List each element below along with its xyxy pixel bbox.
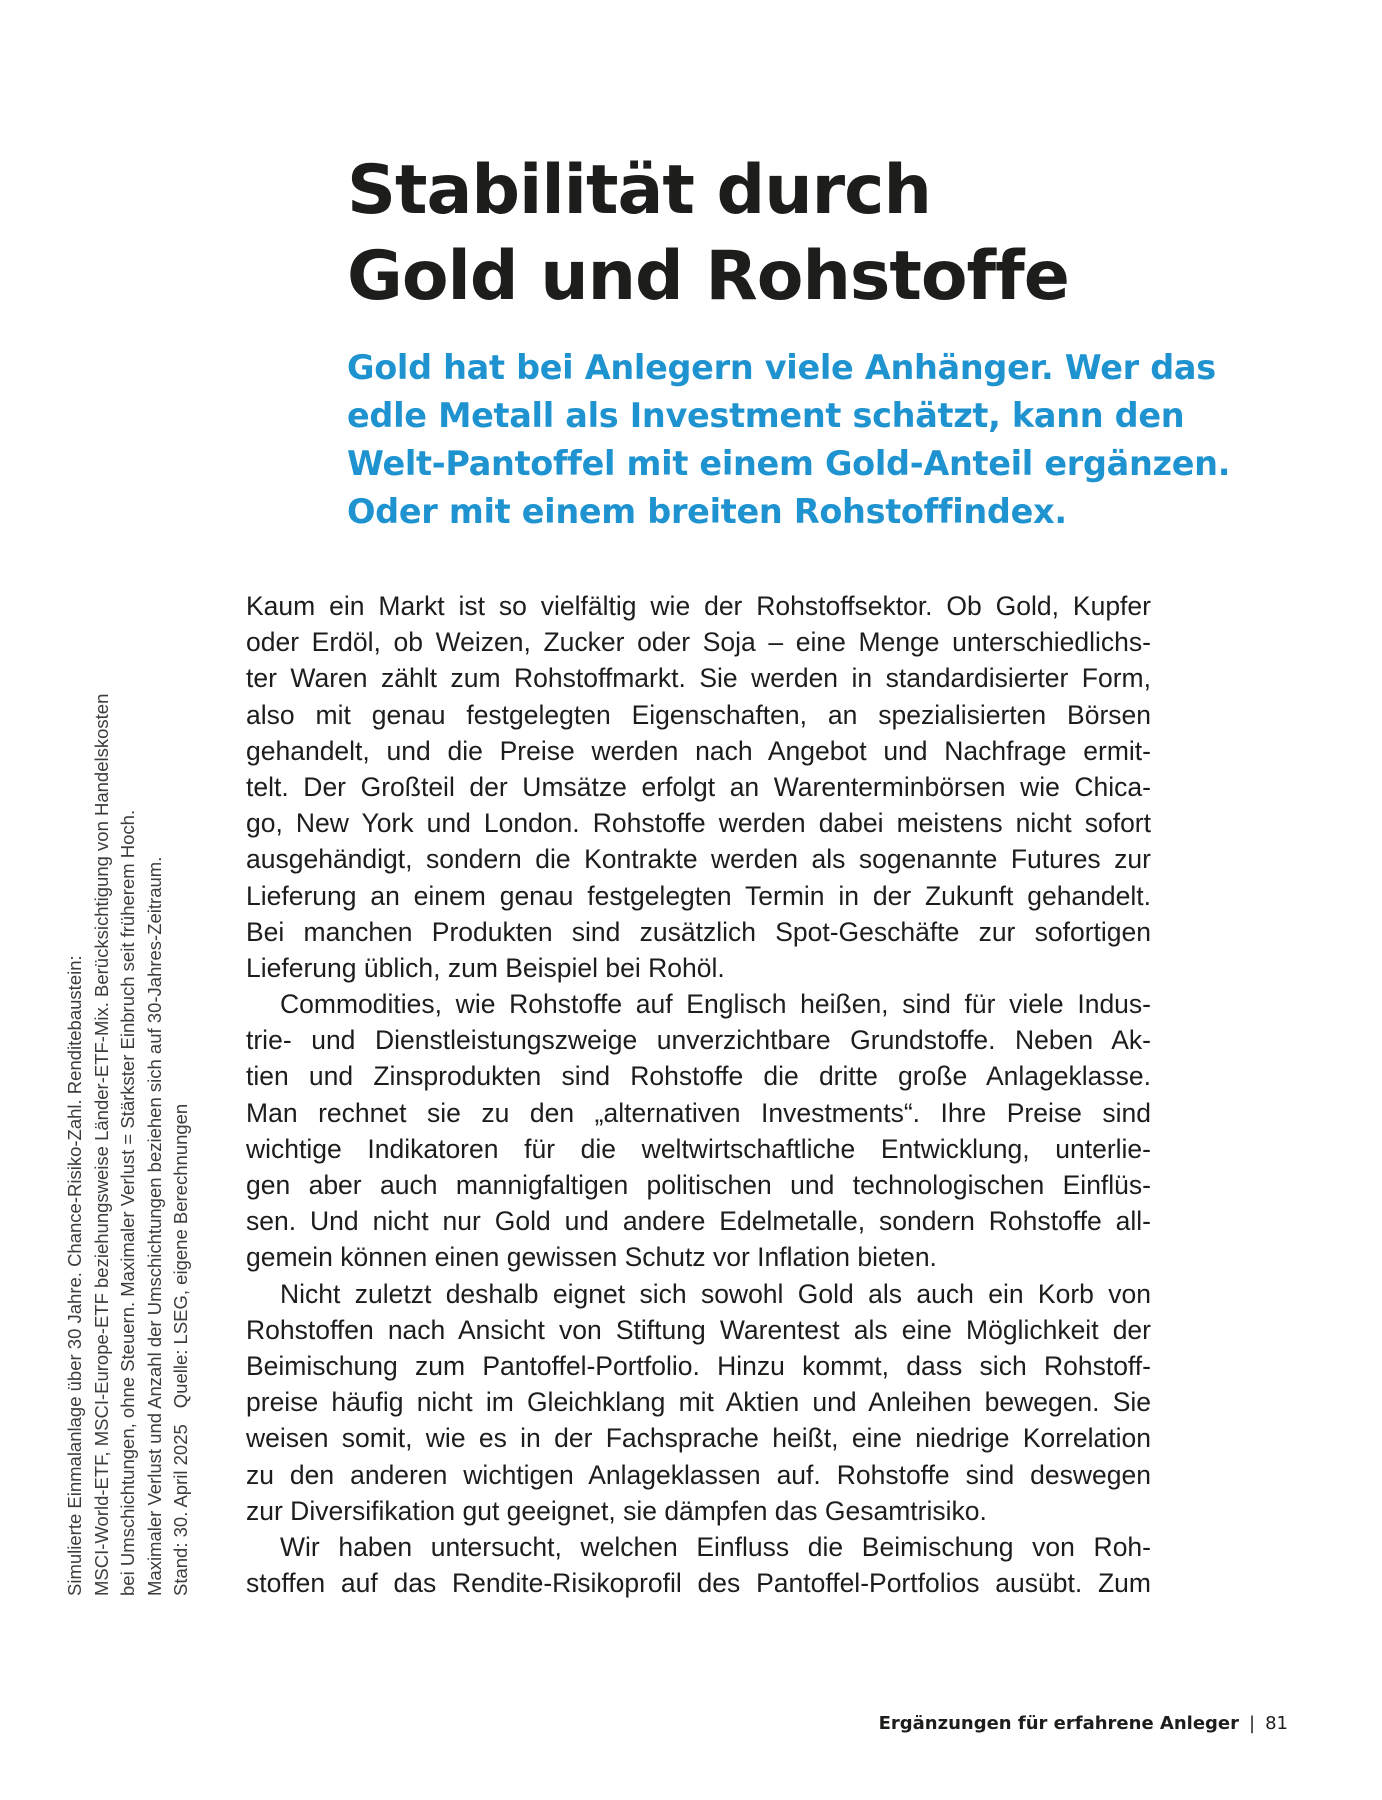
footnote-line: MSCI-World-ETF, MSCI-Europe-ETF beziehungsweise Länder-ETF-Mix. Berücksichtigung von Handelskosten — [90, 693, 112, 1596]
footnote-line: bei Umschichtungen, ohne Steuern. Maximaler Verlust = Stärkster Einbruch seit früherem Hoch. — [117, 809, 138, 1596]
body-text — [246, 588, 1151, 1601]
body-line: Commodities, wie Rohstoffe auf Englisch heißen, sind für viele Indus- — [280, 989, 1151, 1020]
lead-line: edle Metall als Investment schätzt, kann den — [347, 396, 1185, 435]
running-section-title: Ergänzungen für erfahrene Anleger — [878, 1713, 1240, 1734]
body-line: Beimischung zum Pantoffel-Portfolio. Hinzu kommt, dass sich Rohstoff- — [246, 1350, 1151, 1381]
body-line: trie- und Dienstleistungszweige unverzichtbare Grundstoffe. Neben Ak- — [246, 1025, 1151, 1056]
title-line: Gold und Rohstoffe — [347, 237, 1069, 316]
footnote-date: Stand: 30. April 2025 — [170, 1424, 191, 1596]
body-line: Nicht zuletzt deshalb eignet sich sowohl Gold als auch ein Korb von — [280, 1278, 1151, 1309]
lead-line: Gold hat bei Anlegern viele Anhänger. Wer das — [347, 348, 1216, 387]
body-line: telt. Der Großteil der Umsätze erfolgt an Warenterminbörsen wie Chica- — [246, 771, 1151, 802]
body-line: tien und Zinsprodukten sind Rohstoffe die dritte große Anlageklasse. — [246, 1061, 1151, 1092]
body-line: ausgehändigt, sondern die Kontrakte werden als sogenannte Futures zur — [246, 844, 1151, 875]
footnote-source: Quelle: LSEG, eigene Berechnungen — [170, 1103, 191, 1409]
body-line: gen aber auch mannigfaltigen politischen und technologischen Einflüs- — [246, 1170, 1151, 1200]
body-line: zu den anderen wichtigen Anlageklassen auf. Rohstoffe sind deswegen — [246, 1459, 1151, 1490]
body-line: Rohstoffen nach Ansicht von Stiftung Warentest als eine Möglichkeit der — [246, 1314, 1151, 1345]
lead-line: Welt-Pantoffel mit einem Gold-Anteil ergänzen. — [347, 444, 1231, 483]
body-line: Man rechnet sie zu den „alternativen Investments“. Ihre Preise sind — [246, 1097, 1151, 1128]
body-line: Kaum ein Markt ist so vielfältig wie der Rohstoffsektor. Ob Gold, Kupfer — [246, 591, 1151, 621]
footnote-line: Simulierte Einmalanlage über 30 Jahre. Chance-Risiko-Zahl. Renditebaustein: — [64, 955, 85, 1596]
lead-line: Oder mit einem breiten Rohstoffindex. — [347, 492, 1067, 531]
body-line: zur Diversifikation gut geeignet, sie dämpfen das Gesamtrisiko. — [246, 1495, 987, 1526]
body-line: gehandelt, und die Preise werden nach Angebot und Nachfrage ermit- — [246, 735, 1151, 766]
body-line: gemein können einen gewissen Schutz vor Inflation bieten. — [246, 1242, 937, 1273]
page-title — [347, 148, 1247, 320]
body-line: wichtige Indikatoren für die weltwirtschaftliche Entwicklung, unterlie- — [246, 1133, 1151, 1164]
footer-separator: | — [1249, 1713, 1256, 1734]
body-line: ter Waren zählt zum Rohstoffmarkt. Sie werden in standardisierter Form, — [246, 663, 1151, 694]
body-line: stoffen auf das Rendite-Risikoprofil des Pantoffel-Portfolios ausübt. Zum — [246, 1568, 1151, 1599]
body-line: go, New York und London. Rohstoffe werden dabei meistens nicht sofort — [246, 808, 1151, 839]
body-line: also mit genau festgelegten Eigenschaften, an spezialisierten Börsen — [246, 699, 1151, 730]
title-line: Stabilität durch — [347, 151, 931, 230]
body-line: weisen somit, wie es in der Fachsprache heißt, eine niedrige Korrelation — [246, 1423, 1151, 1454]
footnote-line — [168, 606, 195, 1596]
body-line: Bei manchen Produkten sind zusätzlich Spot-Geschäfte zur sofortigen — [246, 916, 1151, 947]
page-footer — [879, 1713, 1288, 1734]
rotated-chart-footnote — [62, 606, 195, 1596]
body-line: Wir haben untersucht, welchen Einfluss die Beimischung von Roh- — [280, 1531, 1151, 1562]
lead-paragraph — [347, 344, 1231, 536]
body-line: sen. Und nicht nur Gold und andere Edelmetalle, sondern Rohstoffe all- — [246, 1206, 1151, 1237]
page-number: 81 — [1265, 1713, 1288, 1734]
body-line: Lieferung an einem genau festgelegten Termin in der Zukunft gehandelt. — [246, 880, 1151, 911]
footnote-line: Maximaler Verlust und Anzahl der Umschichtungen beziehen sich auf 30-Jahres-Zeitraum. — [143, 856, 165, 1596]
body-line: oder Erdöl, ob Weizen, Zucker oder Soja – eine Menge unterschiedlichs- — [246, 627, 1151, 658]
body-line: preise häufig nicht im Gleichklang mit Aktien und Anleihen bewegen. Sie — [246, 1387, 1151, 1418]
body-line: Lieferung üblich, zum Beispiel bei Rohöl. — [246, 952, 725, 983]
